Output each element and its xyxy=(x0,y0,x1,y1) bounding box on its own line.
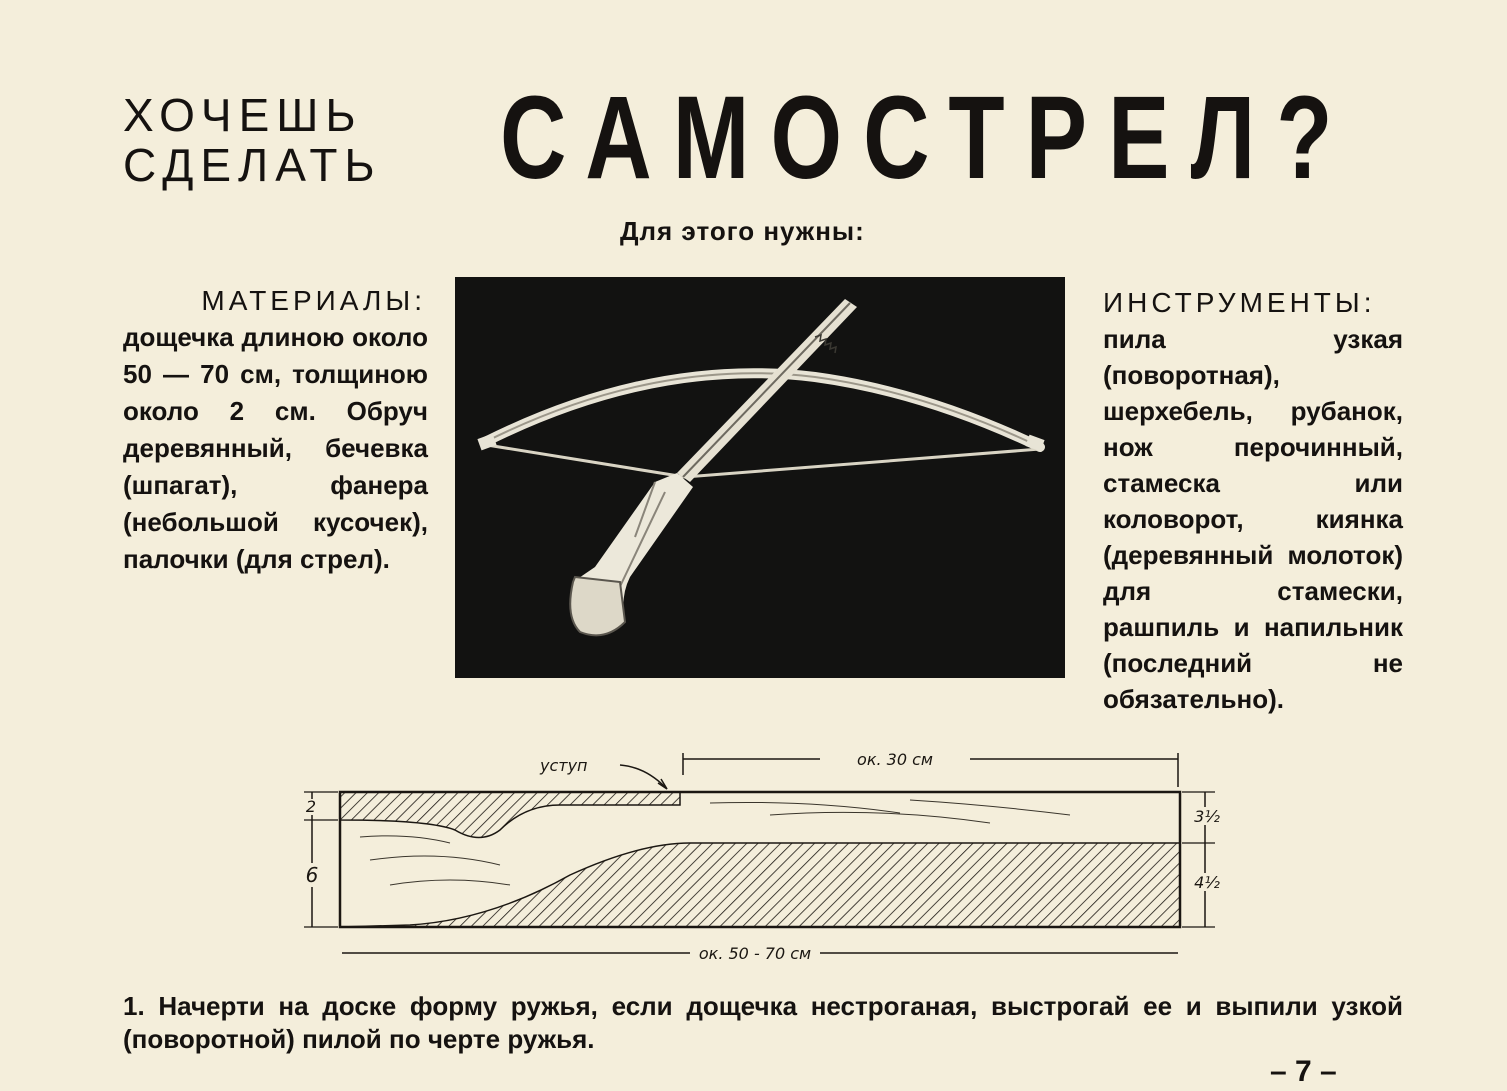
materials-column xyxy=(123,282,428,578)
left-dim-main: 6 xyxy=(305,863,319,887)
title-small xyxy=(123,90,433,190)
top-dimension-label: ок. 30 см xyxy=(857,750,933,769)
ledge-label: уступ xyxy=(540,756,588,775)
tools-heading: ИНСТРУМЕНТЫ: xyxy=(1103,287,1376,318)
right-dim-top: 3½ xyxy=(1194,807,1220,826)
page-number: – 7 – xyxy=(1270,1055,1337,1088)
subtitle: Для этого нужны: xyxy=(620,216,865,246)
right-dim-bottom: 4½ xyxy=(1194,873,1220,892)
crossbow-illustration xyxy=(455,277,1065,678)
materials-heading: МАТЕРИАЛЫ: xyxy=(201,285,426,316)
tools-text: пила узкая (поворотная), шерхебель, рубанок, нож перочинный, стамеска или коловорот, киянка (деревянный молоток) для стамески, рашпиль и напильник (последний не обязательно). xyxy=(1103,324,1403,714)
crossbow-photo xyxy=(455,277,1065,678)
cutaway-bottom xyxy=(340,843,1180,927)
cutaway-top xyxy=(340,792,680,838)
materials-text: дощечка длиною около 50 — 70 см, толщиною около 2 см. Обруч деревянный, бечевка (шпагат), фанера (небольшой кусочек), палочки (для стрел). xyxy=(123,322,428,574)
step-caption: 1. Начерти на доске форму ружья, если дощечка нестроганая, выстрогай ее и выпили узкой (поворотной) пилой по черте ружья. xyxy=(123,991,1403,1054)
page-title: САМОСТРЕЛ? xyxy=(500,72,1354,204)
title-line-1: ХОЧЕШЬ xyxy=(123,89,363,141)
stock-blueprint xyxy=(290,745,1235,970)
title-line-2: СДЕЛАТЬ xyxy=(123,139,382,191)
tools-column xyxy=(1103,285,1403,717)
bottom-dimension-label: ок. 50 - 70 см xyxy=(698,944,812,963)
left-dim-top: 2 xyxy=(305,797,317,816)
